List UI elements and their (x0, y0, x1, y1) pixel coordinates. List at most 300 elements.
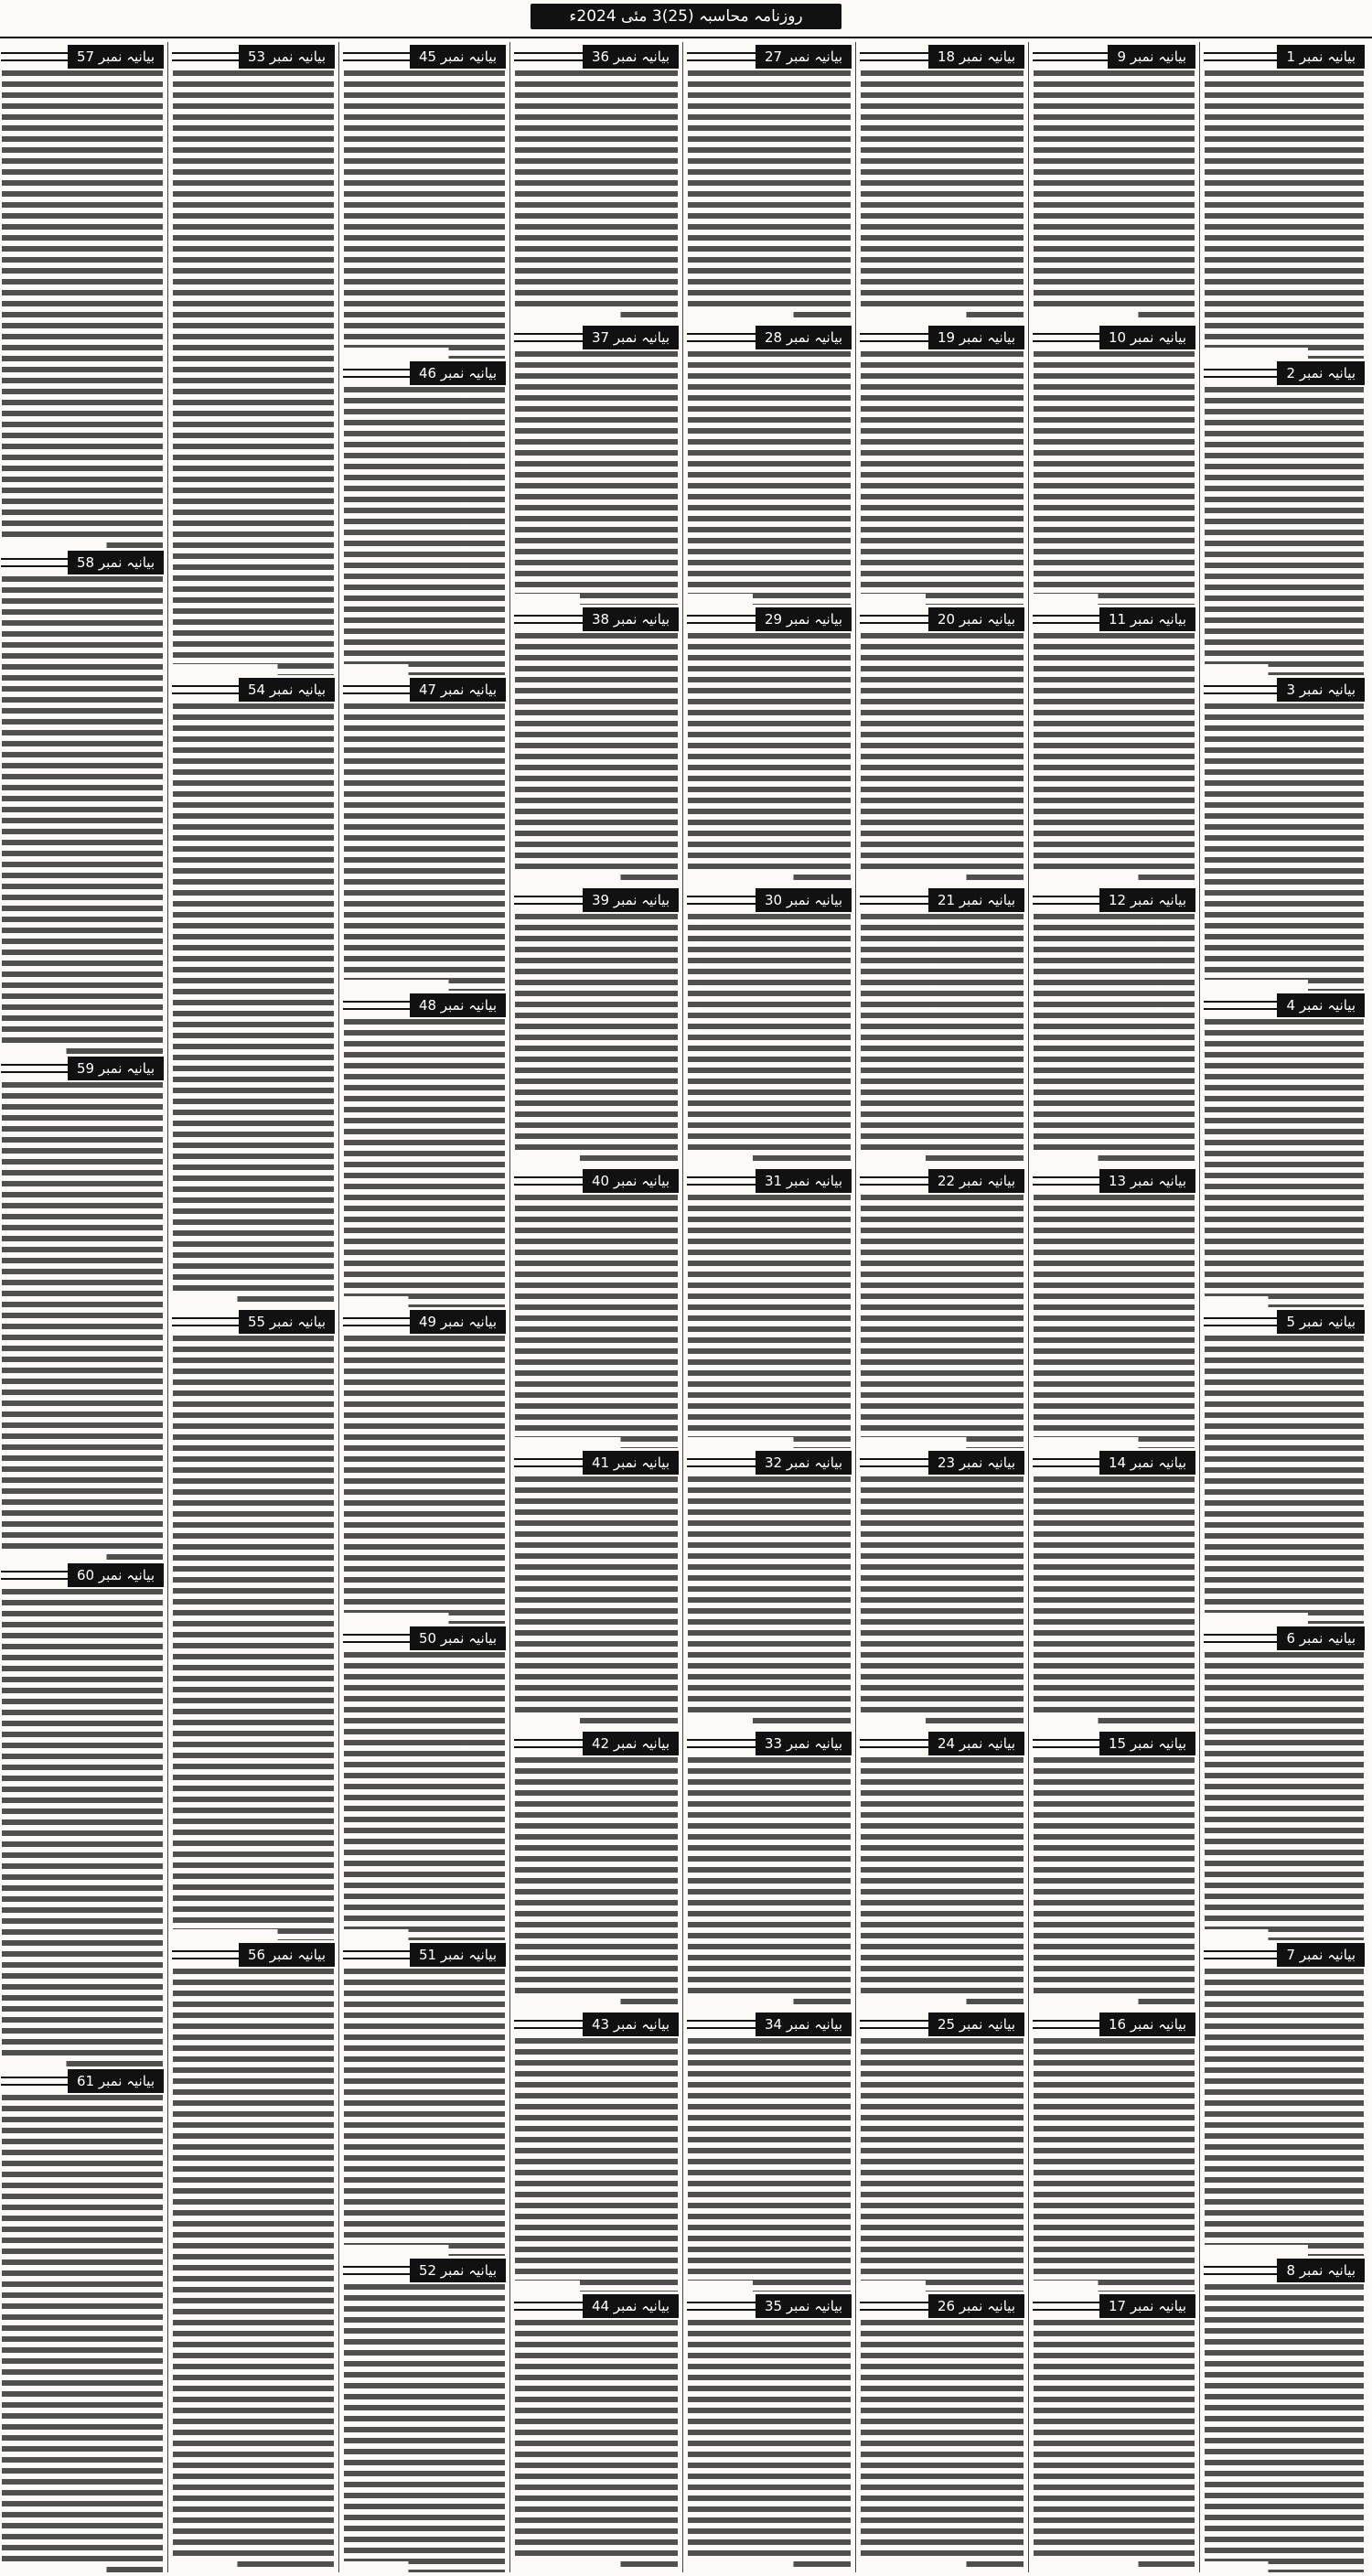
section-prefix: بیانیہ نمبر (440, 48, 497, 65)
section-label (928, 607, 1024, 631)
section-number: 7 (1286, 1946, 1296, 1963)
statement-section (339, 991, 509, 1307)
section-rule (172, 1950, 239, 1959)
section-header (343, 1310, 506, 1334)
section-number: 30 (764, 891, 783, 908)
section-body-text (1034, 914, 1195, 1166)
statement-section (1029, 1166, 1199, 1447)
section-body-text (2, 1082, 163, 1560)
section-header (343, 1943, 506, 1967)
section-label (756, 326, 852, 349)
section-rule (687, 2302, 756, 2311)
section-number: 25 (937, 2016, 956, 2034)
section-prefix: بیانیہ نمبر (613, 48, 670, 65)
section-prefix: بیانیہ نمبر (1299, 2262, 1356, 2280)
section-prefix: بیانیہ نمبر (959, 1454, 1015, 1471)
section-header (687, 1451, 852, 1475)
section-label (1099, 1732, 1195, 1755)
statement-section (1029, 1729, 1199, 2010)
statement-section (0, 42, 167, 548)
section-label (928, 1169, 1024, 1193)
section-rule (687, 2020, 756, 2029)
section-body-text (688, 1476, 851, 1729)
section-body-text (688, 633, 851, 886)
section-label (928, 888, 1024, 912)
section-number: 21 (937, 891, 956, 908)
section-prefix: بیانیہ نمبر (786, 2297, 842, 2314)
section-prefix: بیانیہ نمبر (959, 2016, 1015, 2034)
section-prefix: بیانیہ نمبر (269, 1314, 326, 1330)
section-label (68, 1563, 164, 1587)
section-rule (1, 1064, 68, 1073)
section-rule (860, 1458, 928, 1467)
section-header (1033, 2012, 1195, 2036)
section-number: 22 (937, 1173, 956, 1190)
section-number: 17 (1108, 2297, 1127, 2314)
section-header (1033, 326, 1195, 349)
section-body-text (2, 576, 163, 1054)
section-prefix: بیانیہ نمبر (1130, 1173, 1186, 1190)
section-rule (687, 896, 756, 905)
section-label (928, 326, 1024, 349)
section-prefix: بیانیہ نمبر (1130, 1454, 1186, 1471)
section-header (687, 45, 852, 69)
section-rule (1033, 52, 1108, 61)
section-header (514, 1451, 679, 1475)
section-header (514, 2012, 679, 2036)
section-body-text (1034, 633, 1195, 886)
section-number: 56 (247, 1946, 266, 1963)
section-prefix: بیانیہ نمبر (98, 2072, 155, 2089)
section-body-text (1034, 1476, 1195, 1729)
section-number: 49 (418, 1314, 437, 1330)
section-label (1277, 2259, 1365, 2282)
section-body-text (515, 2320, 678, 2572)
section-number: 10 (1108, 329, 1127, 347)
section-body-text (344, 1652, 505, 1940)
section-header (172, 1943, 335, 1967)
section-prefix: بیانیہ نمبر (1130, 1734, 1186, 1752)
section-prefix: بیانیہ نمبر (269, 1946, 326, 1963)
section-prefix: بیانیہ نمبر (613, 610, 670, 628)
statement-section (856, 886, 1028, 1166)
section-header (687, 2012, 852, 2036)
section-label (239, 678, 335, 702)
section-number: 8 (1286, 2262, 1296, 2280)
section-header (514, 2294, 679, 2318)
column-2 (1028, 42, 1199, 2572)
statement-section (683, 1729, 855, 2010)
section-rule (514, 1176, 583, 1186)
section-number: 37 (591, 329, 610, 347)
section-prefix: بیانیہ نمبر (440, 1946, 497, 1963)
section-number: 53 (247, 48, 266, 65)
section-rule (860, 615, 928, 624)
section-rule (514, 2020, 583, 2029)
section-rule (1204, 2266, 1277, 2275)
section-header (514, 607, 679, 631)
section-number: 47 (418, 681, 437, 698)
section-number: 24 (937, 1734, 956, 1752)
section-label (410, 993, 506, 1017)
section-number: 19 (937, 329, 956, 347)
section-body-text (1205, 2284, 1364, 2572)
section-prefix: بیانیہ نمبر (613, 1734, 670, 1752)
section-label (1099, 1169, 1195, 1193)
section-body-text (861, 633, 1024, 886)
section-label (1277, 993, 1365, 1017)
section-rule (514, 333, 583, 342)
column-5 (509, 42, 682, 2572)
section-header (860, 45, 1024, 69)
section-number: 27 (764, 48, 783, 65)
statement-section (683, 886, 855, 1166)
section-body-text (688, 70, 851, 323)
section-rule (172, 1317, 239, 1326)
section-body-text (1034, 2038, 1195, 2291)
section-label (1108, 45, 1195, 69)
section-body-text (1205, 1652, 1364, 1940)
section-prefix: بیانیہ نمبر (959, 1173, 1015, 1190)
section-label (756, 1169, 852, 1193)
statement-section (1029, 605, 1199, 886)
section-body-text (173, 703, 334, 1308)
section-header (343, 45, 506, 69)
section-prefix: بیانیہ نمبر (98, 1060, 155, 1078)
section-label (928, 2012, 1024, 2036)
statement-section (510, 2010, 682, 2291)
section-number: 11 (1108, 610, 1127, 628)
section-body-text (688, 351, 851, 604)
section-body-text (515, 70, 678, 323)
section-label (583, 326, 679, 349)
section-rule (1033, 333, 1099, 342)
section-body-text (1205, 1969, 1364, 2257)
statement-section (1029, 2292, 1199, 2572)
section-body-text (861, 70, 1024, 323)
column-8 (0, 42, 167, 2572)
section-number: 39 (591, 891, 610, 908)
section-header (1, 1057, 164, 1080)
section-prefix: بیانیہ نمبر (613, 1454, 670, 1471)
section-label (928, 1732, 1024, 1755)
section-rule (343, 685, 410, 694)
section-label (239, 45, 335, 69)
section-rule (514, 1739, 583, 1748)
section-prefix: بیانیہ نمبر (613, 2016, 670, 2034)
section-prefix: بیانیہ نمبر (959, 610, 1015, 628)
section-header (1204, 678, 1365, 702)
section-rule (1204, 685, 1277, 694)
statement-section (339, 1307, 509, 1624)
section-prefix: بیانیہ نمبر (1130, 891, 1186, 908)
section-label (410, 1626, 506, 1650)
statement-section (1029, 42, 1199, 323)
section-number: 1 (1286, 48, 1296, 65)
section-number: 2 (1286, 364, 1296, 381)
section-label (410, 2259, 506, 2282)
column-7 (167, 42, 338, 2572)
section-header (343, 1626, 506, 1650)
section-body-text (1205, 387, 1364, 675)
statement-section (683, 605, 855, 886)
section-rule (343, 369, 410, 378)
section-number: 23 (937, 1454, 956, 1471)
section-body-text (1034, 70, 1195, 323)
section-prefix: بیانیہ نمبر (98, 554, 155, 572)
section-label (583, 2294, 679, 2318)
section-body-text (861, 1195, 1024, 1447)
section-number: 42 (591, 1734, 610, 1752)
section-body-text (515, 1195, 678, 1447)
statement-section (339, 675, 509, 992)
section-header (514, 45, 679, 69)
section-label (583, 2012, 679, 2036)
section-number: 15 (1108, 1734, 1127, 1752)
section-rule (1033, 2020, 1099, 2029)
statement-section (339, 2256, 509, 2572)
section-header (687, 326, 852, 349)
section-body-text (861, 1476, 1024, 1729)
section-label (68, 551, 164, 574)
section-rule (687, 333, 756, 342)
column-6 (338, 42, 509, 2572)
section-body-text (1034, 1195, 1195, 1447)
section-label (583, 1451, 679, 1475)
section-label (410, 45, 506, 69)
section-number: 46 (418, 364, 437, 381)
section-label (1277, 45, 1365, 69)
section-body-text (1205, 703, 1364, 992)
section-number: 4 (1286, 997, 1296, 1014)
section-header (860, 326, 1024, 349)
section-label (1099, 1451, 1195, 1475)
section-label (68, 2069, 164, 2093)
section-label (583, 607, 679, 631)
section-header (1033, 1169, 1195, 1193)
section-header (514, 1732, 679, 1755)
statement-section (683, 42, 855, 323)
section-body-text (1205, 1019, 1364, 1307)
section-header (172, 678, 335, 702)
section-rule (1204, 1634, 1277, 1643)
statement-section (1029, 2010, 1199, 2291)
section-header (1204, 1626, 1365, 1650)
section-rule (514, 1458, 583, 1467)
section-header (1, 2069, 164, 2093)
statement-section (683, 2010, 855, 2291)
section-prefix: بیانیہ نمبر (440, 1314, 497, 1330)
section-number: 58 (76, 554, 95, 572)
section-prefix: بیانیہ نمبر (959, 2297, 1015, 2314)
statement-section (1029, 323, 1199, 604)
section-header (860, 1451, 1024, 1475)
section-label (1277, 1943, 1365, 1967)
section-label (1099, 2012, 1195, 2036)
section-number: 31 (764, 1173, 783, 1190)
section-body-text (1034, 1757, 1195, 2010)
section-prefix: بیانیہ نمبر (440, 681, 497, 698)
section-body-text (688, 2038, 851, 2291)
section-header (687, 888, 852, 912)
section-body-text (861, 2038, 1024, 2291)
masthead-title: روزنامہ محاسبہ (25)3 مئی 2024ء (531, 4, 841, 29)
statement-section (168, 675, 338, 1308)
section-rule (343, 1950, 410, 1959)
section-rule (1204, 52, 1277, 61)
statement-section (0, 1054, 167, 1560)
section-rule (343, 52, 410, 61)
section-prefix: بیانیہ نمبر (98, 1566, 155, 1583)
section-prefix: بیانیہ نمبر (269, 48, 326, 65)
statement-section (683, 323, 855, 604)
section-number: 16 (1108, 2016, 1127, 2034)
section-header (1033, 607, 1195, 631)
section-rule (514, 2302, 583, 2311)
section-number: 52 (418, 2262, 437, 2280)
section-label (239, 1943, 335, 1967)
section-header (687, 1732, 852, 1755)
statement-section (339, 1624, 509, 1940)
section-prefix: بیانیہ نمبر (1130, 610, 1186, 628)
section-number: 51 (418, 1946, 437, 1963)
statement-section (510, 2292, 682, 2572)
section-rule (860, 52, 928, 61)
section-number: 6 (1286, 1629, 1296, 1647)
statement-section (1200, 359, 1368, 675)
statement-section (856, 1166, 1028, 1447)
section-label (756, 1451, 852, 1475)
section-rule (514, 896, 583, 905)
section-rule (172, 52, 239, 61)
section-header (1204, 45, 1365, 69)
section-header (172, 45, 335, 69)
section-body-text (861, 1757, 1024, 2010)
section-header (860, 607, 1024, 631)
section-prefix: بیانیہ نمبر (1130, 329, 1186, 347)
section-prefix: بیانیہ نمبر (1130, 2297, 1186, 2314)
section-rule (1, 52, 68, 61)
section-prefix: بیانیہ نمبر (959, 1734, 1015, 1752)
section-label (756, 2012, 852, 2036)
section-prefix: بیانیہ نمبر (440, 1629, 497, 1647)
statement-section (683, 1448, 855, 1729)
section-label (756, 888, 852, 912)
section-rule (1033, 1458, 1099, 1467)
section-body-text (515, 2038, 678, 2291)
section-body-text (344, 387, 505, 675)
section-body-text (344, 2284, 505, 2572)
section-rule (172, 685, 239, 694)
section-label (1277, 678, 1365, 702)
section-number: 34 (764, 2016, 783, 2034)
section-rule (343, 1317, 410, 1326)
section-prefix: بیانیہ نمبر (786, 48, 842, 65)
section-rule (1, 2077, 68, 2086)
section-header (1033, 2294, 1195, 2318)
columns-container (4, 42, 1368, 2572)
section-label (1099, 888, 1195, 912)
section-body-text (344, 1019, 505, 1307)
statement-section (0, 2066, 167, 2572)
section-prefix: بیانیہ نمبر (786, 329, 842, 347)
statement-section (1200, 675, 1368, 992)
section-prefix: بیانیہ نمبر (613, 1173, 670, 1190)
section-body-text (515, 1757, 678, 2010)
statement-section (339, 359, 509, 675)
section-body-text (344, 70, 505, 359)
section-number: 9 (1117, 48, 1127, 65)
section-label (68, 45, 164, 69)
section-rule (1033, 1176, 1099, 1186)
section-body-text (1205, 1336, 1364, 1624)
section-prefix: بیانیہ نمبر (959, 48, 1015, 65)
statement-section (1200, 1307, 1368, 1624)
section-number: 36 (591, 48, 610, 65)
section-prefix: بیانیہ نمبر (269, 681, 326, 698)
section-header (514, 326, 679, 349)
column-1 (1199, 42, 1368, 2572)
statement-section (856, 323, 1028, 604)
section-rule (343, 1001, 410, 1010)
section-header (514, 888, 679, 912)
section-body-text (344, 1969, 505, 2257)
section-prefix: بیانیہ نمبر (1299, 997, 1356, 1014)
section-rule (687, 615, 756, 624)
section-body-text (173, 1969, 334, 2573)
statement-section (683, 1166, 855, 1447)
section-header (1204, 1943, 1365, 1967)
statement-section (510, 42, 682, 323)
section-rule (1, 1571, 68, 1580)
section-body-text (688, 1757, 851, 2010)
section-number: 41 (591, 1454, 610, 1471)
section-rule (687, 1458, 756, 1467)
section-label (583, 1169, 679, 1193)
column-4 (682, 42, 855, 2572)
section-body-text (688, 914, 851, 1166)
section-number: 57 (76, 48, 95, 65)
section-body-text (2, 70, 163, 548)
section-prefix: بیانیہ نمبر (959, 329, 1015, 347)
section-rule (687, 1176, 756, 1186)
section-rule (1033, 896, 1099, 905)
section-prefix: بیانیہ نمبر (1299, 1946, 1356, 1963)
section-prefix: بیانیہ نمبر (440, 2262, 497, 2280)
section-header (687, 607, 852, 631)
section-prefix: بیانیہ نمبر (1299, 681, 1356, 698)
section-label (756, 45, 852, 69)
section-label (239, 1310, 335, 1334)
section-rule (514, 615, 583, 624)
section-header (1204, 361, 1365, 385)
section-header (860, 1732, 1024, 1755)
section-number: 45 (418, 48, 437, 65)
section-header (1, 1563, 164, 1587)
section-header (514, 1169, 679, 1193)
section-header (343, 678, 506, 702)
section-rule (343, 2266, 410, 2275)
section-number: 14 (1108, 1454, 1127, 1471)
section-label (928, 1451, 1024, 1475)
section-rule (860, 1739, 928, 1748)
section-prefix: بیانیہ نمبر (98, 48, 155, 65)
section-prefix: بیانیہ نمبر (786, 891, 842, 908)
section-label (583, 888, 679, 912)
section-number: 29 (764, 610, 783, 628)
statement-section (856, 605, 1028, 886)
statement-section (1029, 886, 1199, 1166)
